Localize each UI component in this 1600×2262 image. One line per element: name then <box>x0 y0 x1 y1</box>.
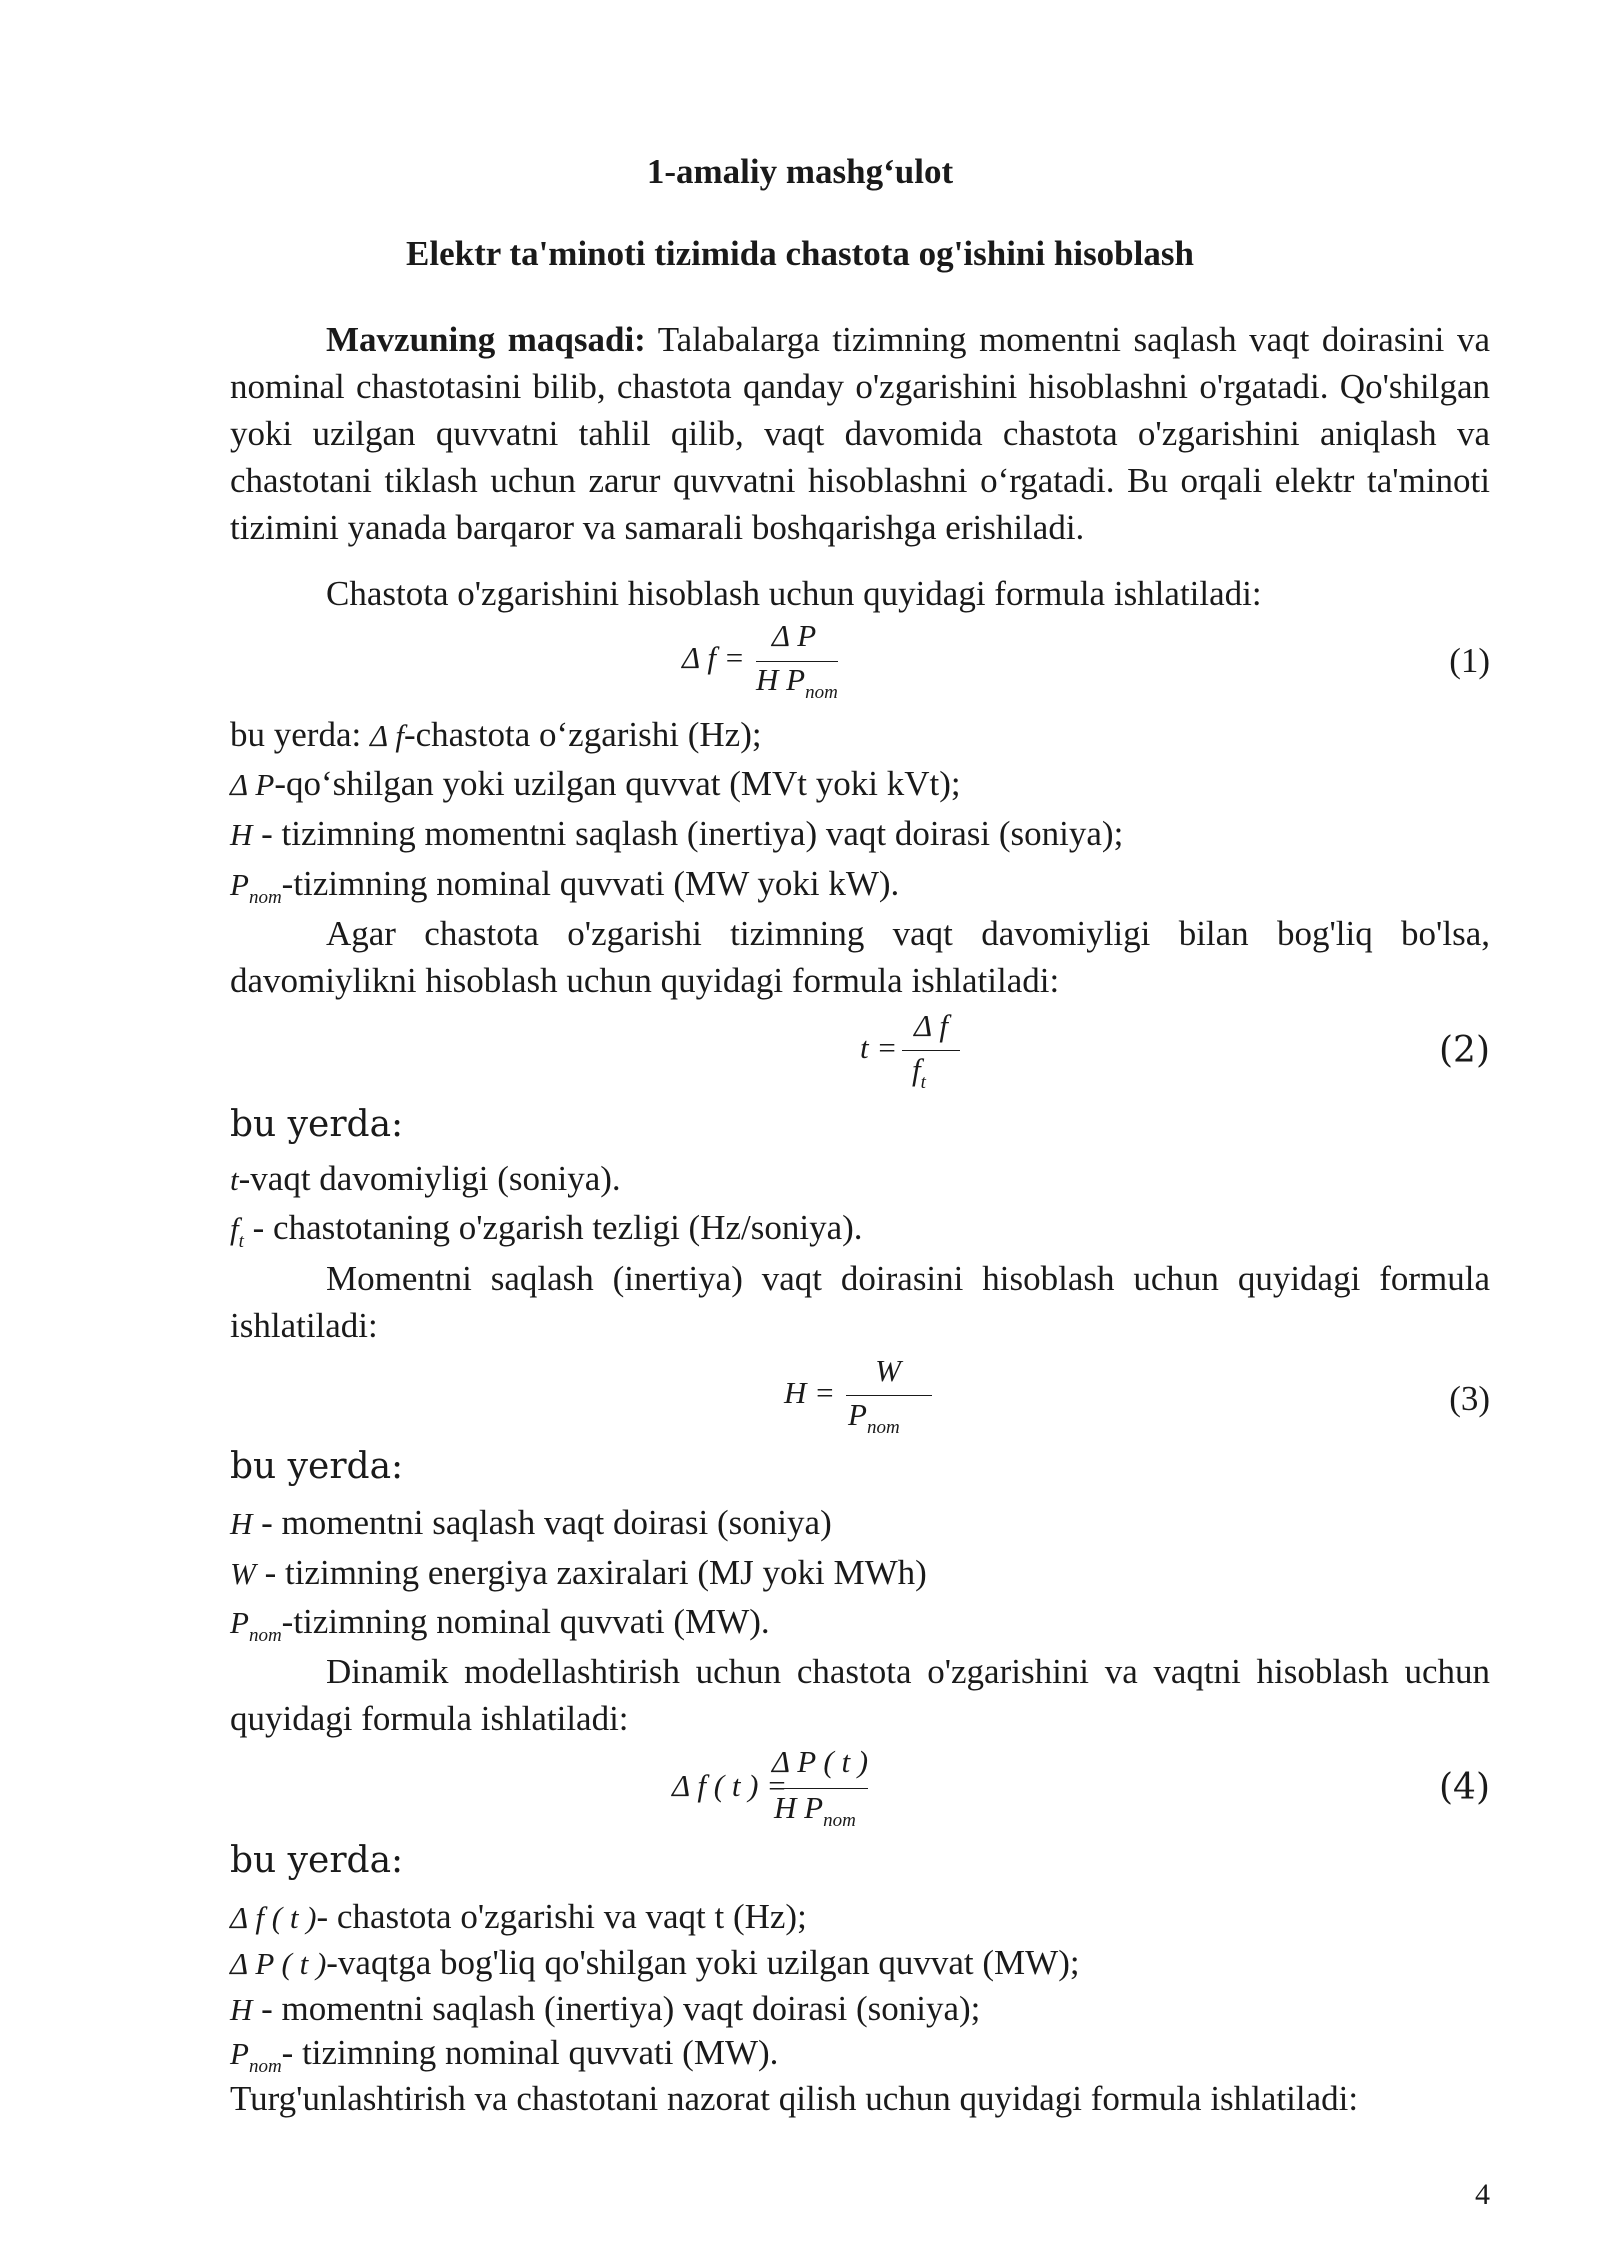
paragraph-formula-2-intro: Agar chastota o'zgarishi tizimning vaqt davomiyligi bilan bog'liq bo'lsa, davomiylikni hisoblash uchun quyidagi formula ishlatiladi: <box>230 914 1490 1000</box>
formula-1-denominator: H $P_{nom}$ <box>756 662 838 703</box>
definition-delta-f-t: Δ f ( t )- chastota o'zgarishi va vaqt t (Hz); <box>230 1897 807 1936</box>
formula-4-fraction-bar <box>772 1788 868 1789</box>
where-label-1: bu yerda: <box>230 1104 404 1145</box>
formula-2-numerator: Δ f <box>914 1008 948 1043</box>
definition-delta-p-t: Δ P ( t )-vaqtga bog'liq qo'shilgan yoki uzilgan quvvat (MW); <box>230 1943 1080 1982</box>
formula-3-denominator: $P_{nom}$ <box>848 1397 900 1438</box>
formula-1 <box>682 618 882 703</box>
paragraph-formula-1-intro: Chastota o'zgarishini hisoblash uchun quyidagi formula ishlatiladi: <box>326 574 1262 613</box>
equation-number-3: (3) <box>1449 1379 1490 1418</box>
formula-4 <box>672 1744 912 1832</box>
formula-1-numerator: Δ P <box>771 618 817 653</box>
formula-2-fraction-bar <box>902 1050 960 1051</box>
formula-3-lhs: H = <box>784 1375 836 1410</box>
formula-3 <box>784 1355 964 1439</box>
definition-t: t-vaqt davomiyligi (soniya). <box>230 1159 621 1198</box>
exercise-heading: 1-amaliy mashg‘ulot <box>646 152 954 191</box>
definition-h: H - tizimning momentni saqlash (inertiya) vaqt doirasi (soniya); <box>230 814 1124 853</box>
definition-p-nom-3: $P_{nom}-$ tizimning nominal quvvati (MW). <box>230 2033 779 2077</box>
formula-4-denominator: H $P_{nom}$ <box>774 1790 856 1831</box>
equation-number-2: (2) <box>1439 1030 1490 1071</box>
where-label-2: bu yerda: <box>230 1446 404 1487</box>
definition-h-2: H - momentni saqlash vaqt doirasi (soniya) <box>230 1503 832 1542</box>
topic-title: Elektr ta'minoti tizimida chastota og'ishini hisoblash <box>406 234 1194 273</box>
formula-1-lhs: Δ f = <box>682 640 745 675</box>
formula-2 <box>860 1010 1000 1094</box>
where-label-3: bu yerda: <box>230 1840 404 1881</box>
paragraph-formula-3-intro: Momentni saqlash (inertiya) vaqt doirasini hisoblash uchun quyidagi formula ishlatiladi: <box>230 1259 1490 1345</box>
page-number: 4 <box>1475 2178 1490 2211</box>
definition-delta-f: bu yerda: Δ f-chastota o‘zgarishi (Hz); <box>230 715 762 754</box>
paragraph-formula-4-intro: Dinamik modellashtirish uchun chastota o'zgarishini va vaqtni hisoblash uchun quyidagi formula ishlatiladi: <box>230 1652 1490 1738</box>
formula-2-lhs: t = <box>860 1030 898 1065</box>
goal-label: Mavzuning maqsadi: <box>326 320 646 359</box>
formula-2-denominator: $f_t$ <box>912 1052 926 1093</box>
definition-p-nom: $P_{nom}$-tizimning nominal quvvati (MW yoki kW). <box>230 864 900 908</box>
equation-number-1: (1) <box>1449 641 1490 680</box>
definition-p-nom-2: $P_{nom}$-tizimning nominal quvvati (MW). <box>230 1602 770 1646</box>
definition-delta-p: Δ P-qo‘shilgan yoki uzilgan quvvat (MVt yoki kVt); <box>230 764 961 803</box>
goal-text: Talabalarga tizimning momentni saqlash vaqt doirasini va nominal chastotasini bilib, chastota qanday o'zgarishini hisoblashni o'rgatadi. Qo'shilgan yoki uzilgan quvvatni tahlil qilib, vaqt davomida chastota o'zgarishini aniqlash va chastotani tiklash uchun zarur quvvatni hisoblashni o‘rgatadi. Bu orqali elektr ta'minoti tizimini yanada barqaror va samarali boshqarishga erishiladi. <box>230 320 1490 547</box>
definition-f-t: $f_t$ - chastotaning o'zgarish tezligi (Hz/soniya). <box>230 1208 863 1252</box>
formula-3-numerator: W <box>875 1353 901 1388</box>
formula-4-numerator: Δ P ( t ) <box>771 1744 869 1779</box>
paragraph-stabilization-intro: Turg'unlashtirish va chastotani nazorat qilish uchun quyidagi formula ishlatiladi: <box>230 2079 1359 2118</box>
equation-number-4: (4) <box>1439 1767 1490 1808</box>
definition-w: W - tizimning energiya zaxiralari (MJ yoki MWh) <box>230 1553 927 1592</box>
formula-4-lhs: Δ f ( t ) = <box>672 1768 788 1803</box>
formula-3-fraction-bar <box>846 1395 932 1396</box>
goal-paragraph <box>230 316 1490 551</box>
definition-h-3: H - momentni saqlash (inertiya) vaqt doirasi (soniya); <box>230 1989 981 2028</box>
